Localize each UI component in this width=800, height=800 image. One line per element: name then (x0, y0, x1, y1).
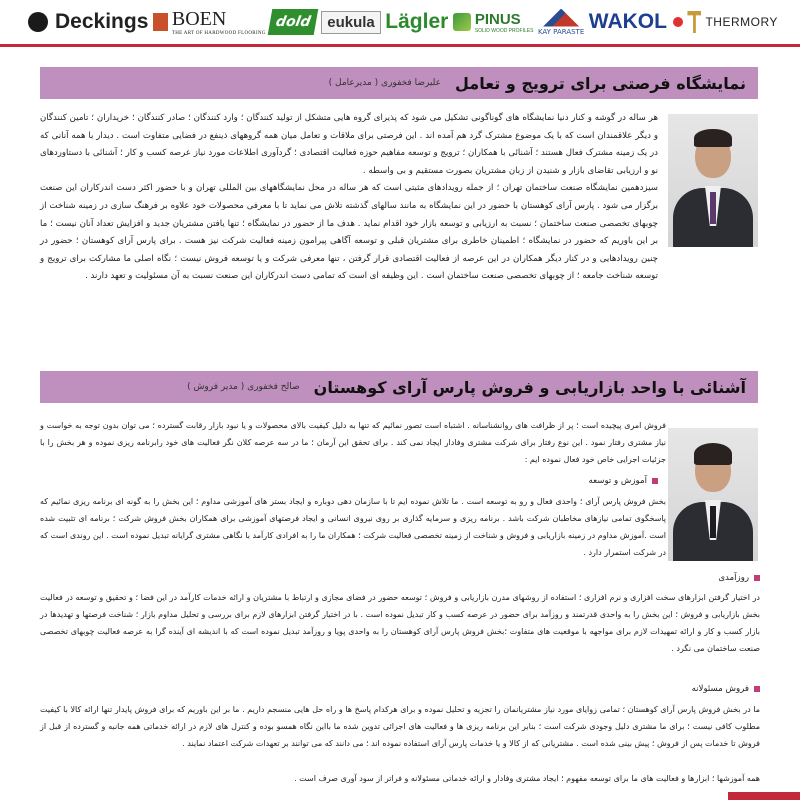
wakol-logo: WAKOL (589, 10, 683, 34)
page-corner-accent (728, 792, 800, 800)
bullet-square-icon (754, 686, 760, 692)
section1-paragraph-2: سیزدهمین نمایشگاه صنعت ساختمان تهران ؛ از جمله رویدادهای مثبتی است که هر ساله در محل نمایشگاههای بین المللی تهران و با حضور اکثر دست اندرکاران این صنعت برگزار می شود . پارس آرای کوهستان با حضور در این نمایشگاه به مانند سالهای گذشته تلاش می نماید تا با معرفی محصولات خود علاوه بر فرهنگ سازی در زمینه شناخت از چوبهای تخصصی صنعت ساختمان ؛ نسبت به ارزیابی و توسعه بازار خود اقدام نماید . هدف ما از حضور در نمایشگاه ؛ تنها یافتن مشتریان جدید و افزایش تعداد آنان نیست ؛ ما بر این باوریم که حضور در نمایشگاه ؛ اطمینان خاطری برای مشتریان قبلی و توسعه آگاهی پیرامون زمینه فعالیت شرکت نیز هست . برای پارس آرای کوهستان ؛ حضور در چنین رویدادهایی و در کنار دیگر همکاران در این عرصه از فعالیت اقتصادی قرار گرفتن ، تنها معرفی شرکت و یا توسعه فروش نیست ؛ نگاه اصلی ما مشارکت برای ترویج و توسعه شناخت جامعه ؛ از چوبهای تخصصی صنعت ساختمان است . این وظیفه ای است که تمامی دست اندرکاران این صنعت نسبت به آن مسئولیت و تعهد دارند . (40, 183, 658, 282)
section2-title: آشنائی با واحد بازاریابی و فروش پارس آرای کوهستان (313, 377, 746, 397)
bullet-square-icon (754, 575, 760, 581)
section1-author: علیرضا فخفوری ( مدیرعامل ) (328, 78, 442, 88)
bullet-square-icon (652, 478, 658, 484)
section2-closing-text: همه آموزشها ؛ ابزارها و فعالیت های ما برای توسعه مفهوم ؛ ایجاد مشتری وفادار و ارائه خدماتی مسئولانه و فراتر از سود آوری صرف است . (294, 774, 760, 783)
bullet-training: آموزش و توسعه (589, 476, 658, 486)
bullet-modernity: روزآمدی (718, 573, 760, 583)
boen-logo: BOEN THE ART OF HARDWOOD FLOORING (153, 8, 266, 36)
header-divider (0, 44, 800, 47)
deckings-logo: Deckings (28, 10, 148, 34)
section2-modernity-text: در اختیار گرفتن ابزارهای سخت افزاری و نرم افزاری ؛ استفاده از روشهای مدرن بازاریابی و فروش ؛ توسعه حضور در فضای مجازی و ارتباط با مشتریان و ارائه خدمات کارآمد در این فضا ؛ و تحقیق و توسعه در فعالیت بخش بازاریابی و فروش ؛ این بخش را به واحدی قدرتمند و روزآمد برای حضور در عرصه کسب و کار تبدیل نموده است . با در اختیار گرفتن ابزارهای لازم برای بررسی و تحلیل مداوم بازار ؛ شناخت فرصتها و تهدیدها در بازار کسب و کار و ارائه تمهیدات لازم برای مواجهه با موقعیت های متفاوت ؛بخش فروش پارس آرای کوهستان را به واحدی پویا و روزآمد تبدیل نموده است که با اندیشه ای آینده گرا به عرصه فعالیت چوبهای تخصصی صنعت ساختمان می نگرد . (40, 593, 760, 653)
thermory-logo: THERMORY (687, 11, 777, 33)
eukula-logo: eukula (321, 11, 381, 34)
section1-header (40, 67, 758, 99)
section2-intro: فروش امری پیچیده است ؛ پر از ظرافت های روانشناسانه . اشتباه است تصور نمائیم که تنها به دلیل کیفیت بالای محصولات و یا نبود بازار رقابت گسترده ؛ می توان بدون توجه به خواست و نیاز مشتری رفتار نمود . این نوع رفتار برای شرکت مشتری وفادار ایجاد نمی کند . برای تحقق این آرمان ؛ ما در سه عرصه کلان نگر فعالیت های خود رابرنامه ریزی نموده و هر بخش را با جزئیات اجرایی خاص خود فعال نموده ایم : (40, 421, 666, 464)
bullet-responsible-sales: فروش مسئولانه (692, 684, 760, 694)
author-photo-2 (668, 428, 758, 561)
section2-training-text: بخش فروش پارس آرای ؛ واحدی فعال و رو به توسعه است . ما تلاش نموده ایم تا با سازمان دهی دوباره و ایجاد بستر های آموزشی مداوم ؛ این بخش را به گونه ای برنامه ریزی نمائیم که پاسخگوی تمامی نیازهای مخاطبان شرکت باشد . برنامه ریزی و سرمایه گذاری بر روی نیروی انسانی و ایجاد فرصتهای آموزشی برای همکاران بخش فروش شرکت ؛ برنامه ای تثبیت شده است .آموزش مداوم در زمینه بازاریابی و فروش و شناخت از زمینه تخصصی فعالیت شرکت ؛ همکاران ما را به افرادی کارآمد با نگاهی مشتری گرایانه تبدیل نموده است . این روندی است که در شرکت استمرار دارد . (40, 497, 666, 557)
section2-responsible-text: ما در بخش فروش پارس آرای کوهستان ؛ تمامی زوایای مورد نیاز مشتریانمان را تجزیه و تحلیل نموده و برای هرکدام پاسخ ها و راه حل هایی منسجم داریم . ما بر این باوریم که برای فروش پایدار تنها ارائه کالا با کیفیت مطلوب کافی نیست ؛ برای ما مشتری دلیل وجودی شرکت است ؛ بنابر این برنامه ریزی ها و فعالیت های اجرائی تدوین شده ما بااین نگاه همسو بوده و کنترل های لازم در ارائه خدماتی همه جانبه و گسترده از قبل از فروش تا خدمات پس از فروش ؛ پیش بینی شده است . مشتریانی که از کالا و یا خدمات پارس آرای استفاده نموده اند ؛ می دانند که می توانند بر تعهدات شرکت اعتماد نمایند . (40, 705, 760, 748)
section1-paragraph-1: هر ساله در گوشه و کنار دنیا نمایشگاه های گوناگونی تشکیل می شود که پذیرای گروه هایی متشکل از تولید کنندگان ؛ وارد کنندگان ؛ صادر کنندگان ؛ خریداران ؛ تامین کنندگان و دیگر علاقمندان است که با یک موضوع مشترک گرد هم آمده اند . این فرصتی برای ملاقات و تعامل میان همه گروههای ذینفع در فضایی متفاوت است . دیدار با همه آنانی که در یک زمینه مشترک فعال هستند ؛ آشنائی با همکاران ؛ ترویج و توسعه مفاهیم حوزه فعالیت اقتصادی ؛ گردآوری اطلاعات مورد نیاز عرصه کسب و کار ؛ آشنائی با دستاوردهای نو و ارزیابی تقاضای بازار و شنیدن از زبان مشتریان بصورت مستقیم و بی واسطه . (40, 113, 658, 176)
section2-header (40, 371, 758, 403)
section1-title: نمایشگاه فرصتی برای ترویج و تعامل (455, 73, 746, 93)
dold-logo: dold (268, 9, 319, 35)
pinus-logo: PINUS SOLID WOOD PROFILES (453, 11, 534, 34)
section2-author: صالح فخفوری ( مدیر فروش ) (187, 382, 300, 392)
section1-body (40, 110, 658, 286)
lagler-logo: Lägler (385, 10, 449, 33)
logo-strip (0, 0, 800, 44)
author-photo-1 (668, 114, 758, 247)
kay-paraste-logo: KAY PARASTE (538, 9, 584, 36)
